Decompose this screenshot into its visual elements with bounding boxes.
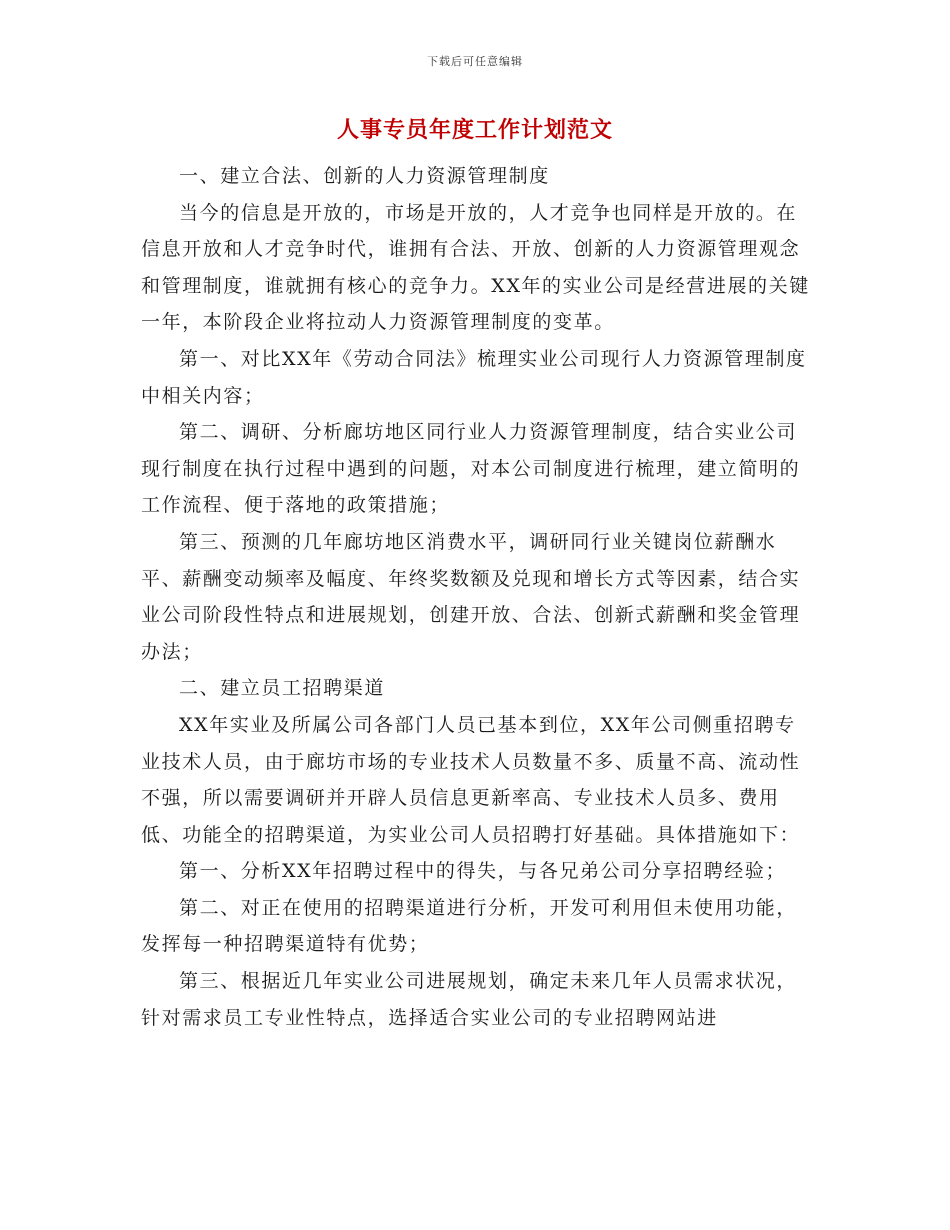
section-heading-1: 一、建立合法、创新的人力资源管理制度: [179, 165, 550, 187]
document-title: 人事专员年度工作计划范文: [336, 118, 613, 143]
body-paragraph: XX年实业及所属公司各部门人员已基本到位，XX年公司侧重招聘专业技术人员，由于廊坊市场的专业技术人员数量不多、质量不高、流动性不强，所以需要调研并开辟人员信息更新率高、专业技术人员多、费用低、功能全的招聘渠道，为实业公司人员招聘打好基础。具体措施如下：: [141, 713, 801, 846]
page-header-note: 下载后可任意编辑: [427, 55, 523, 68]
section-heading-2: 二、建立员工招聘渠道: [179, 677, 386, 700]
list-item: 第一、分析XX年招聘过程中的得失，与各兄弟公司分享招聘经验；: [179, 860, 787, 883]
list-item: 第三、预测的几年廊坊地区消费水平，调研同行业关键岗位薪酬水平、薪酬变动频率及幅度、年终奖数额及兑现和增长方式等因素，结合实业公司阶段性特点和进展规划，创建开放、合法、创新式薪酬和奖金管理办法；: [141, 530, 801, 663]
list-item: 第二、对正在使用的招聘渠道进行分析，开发可利用但未使用功能，发挥每一种招聘渠道特有优势；: [141, 896, 798, 956]
list-item: 第三、根据近几年实业公司进展规划，确定未来几年人员需求状况，针对需求员工专业性特点，选择适合实业公司的专业招聘网站进: [141, 970, 798, 1029]
body-paragraph: 当今的信息是开放的，市场是开放的，人才竞争也同样是开放的。在信息开放和人才竞争时代，谁拥有合法、开放、创新的人力资源管理观念和管理制度，谁就拥有核心的竞争力。XX年的实业公司是经营进展的关键一年，本阶段企业将拉动人力资源管理制度的变革。: [141, 201, 810, 334]
list-item: 第二、调研、分析廊坊地区同行业人力资源管理制度，结合实业公司现行制度在执行过程中遇到的问题，对本公司制度进行梳理，建立简明的工作流程、便于落地的政策措施；: [141, 421, 801, 517]
document-body: [141, 158, 811, 1036]
list-item: 第一、对比XX年《劳动合同法》梳理实业公司现行人力资源管理制度中相关内容；: [141, 347, 807, 407]
